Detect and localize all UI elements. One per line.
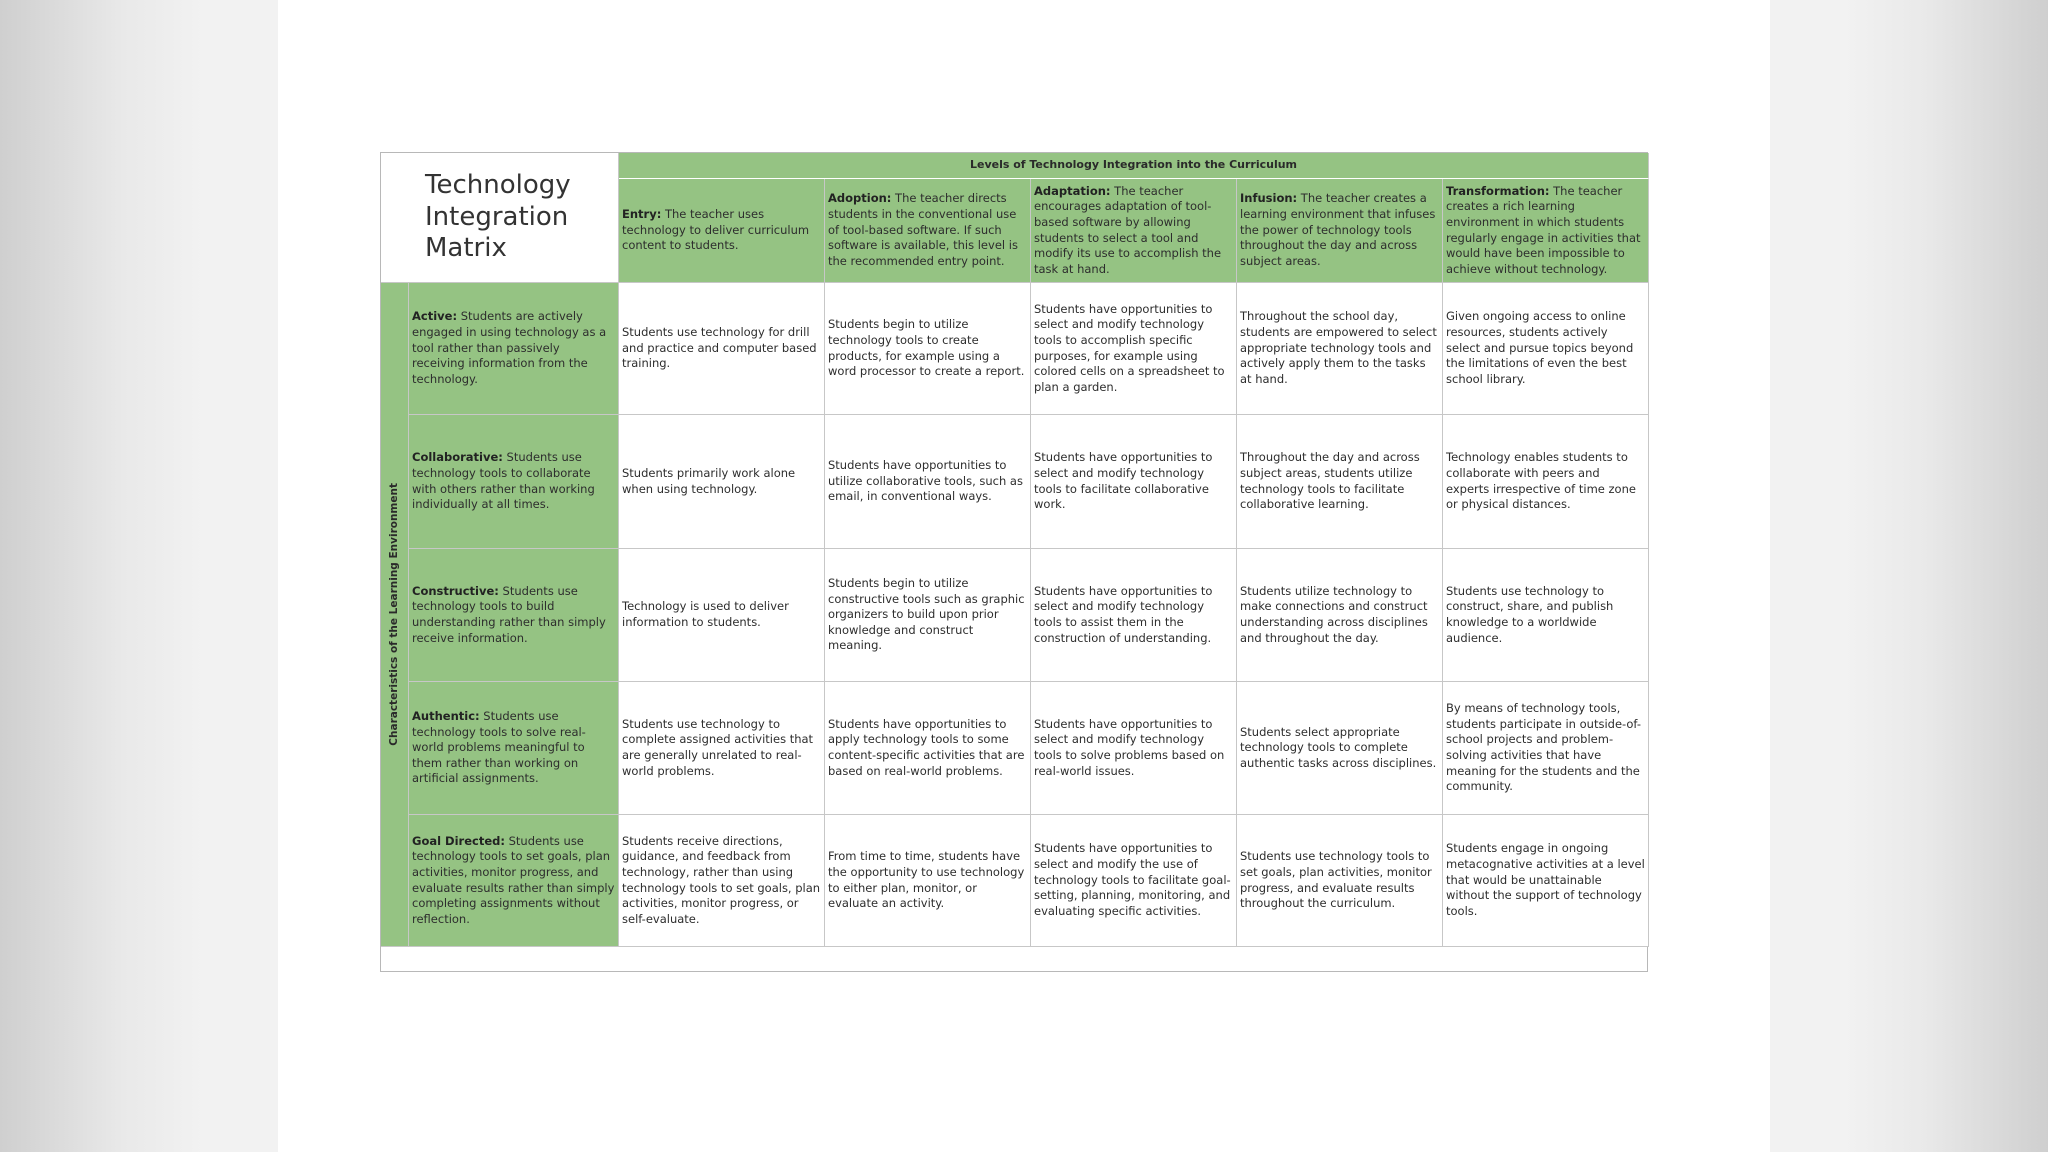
- matrix-cell: By means of technology tools, students participate in outside-of-school projects and problem-solving activities that have meaning for the students and the community.: [1443, 682, 1649, 815]
- matrix-cell: Students have opportunities to select and modify technology tools to assist them in the construction of understanding.: [1031, 549, 1237, 682]
- matrix-title-cell: [381, 153, 619, 283]
- level-name: Adaptation:: [1034, 183, 1111, 198]
- matrix-cell: Throughout the school day, students are empowered to select appropriate technology tools and actively apply them to the tasks at hand.: [1237, 283, 1443, 415]
- row-name: Collaborative:: [412, 450, 503, 465]
- characteristics-header: Characteristics of the Learning Environment: [388, 483, 401, 746]
- matrix-cell: Students primarily work alone when using technology.: [619, 415, 825, 549]
- row-header-authentic: [409, 682, 619, 815]
- level-description: The teacher creates a learning environment that infuses the power of technology tools throughout the day and across subject areas.: [1240, 191, 1436, 268]
- level-entry-header: [619, 179, 825, 283]
- row-header-constructive: [409, 549, 619, 682]
- matrix-cell: Students begin to utilize technology tools to create products, for example using a word processor to create a report.: [825, 283, 1031, 415]
- matrix-cell: Students have opportunities to select and modify technology tools to solve problems based on real-world issues.: [1031, 682, 1237, 815]
- characteristics-header-cell: [381, 283, 409, 947]
- level-name: Adoption:: [828, 191, 892, 206]
- row-name: Constructive:: [412, 583, 499, 598]
- level-name: Entry:: [622, 207, 662, 222]
- matrix-cell: Students have opportunities to select and modify the use of technology tools to facilitate goal-setting, planning, monitoring, and evaluating specific activities.: [1031, 815, 1237, 947]
- level-description: The teacher encourages adaptation of tool-based software by allowing students to select a tool and modify its use to accomplish the task at hand.: [1034, 183, 1222, 276]
- matrix-cell: Students engage in ongoing metacognative activities at a level that would be unattainable without the support of technology tools.: [1443, 815, 1649, 947]
- level-name: Transformation:: [1446, 183, 1550, 198]
- level-description: The teacher uses technology to deliver curriculum content to students.: [622, 207, 810, 253]
- technology-integration-matrix: [380, 152, 1648, 972]
- matrix-cell: Given ongoing access to online resources, students actively select and pursue topics beyond the limitations of even the best school library.: [1443, 283, 1649, 415]
- level-adaptation-header: [1031, 179, 1237, 283]
- row-description: Students are actively engaged in using technology as a tool rather than passively receiving information from the technology.: [412, 309, 607, 386]
- level-adoption-header: [825, 179, 1031, 283]
- matrix-cell: Students use technology tools to set goals, plan activities, monitor progress, and evaluate results throughout the curriculum.: [1237, 815, 1443, 947]
- matrix-cell: From time to time, students have the opportunity to use technology to either plan, monitor, or evaluate an activity.: [825, 815, 1031, 947]
- row-name: Active:: [412, 309, 458, 324]
- matrix-cell: Students use technology to complete assigned activities that are generally unrelated to real-world problems.: [619, 682, 825, 815]
- level-transformation-header: [1443, 179, 1649, 283]
- slide: [278, 0, 1770, 1152]
- row-description: Students use technology tools to set goals, plan activities, monitor progress, and evaluate results rather than simply completing assignments without reflection.: [412, 833, 615, 926]
- matrix-cell: Students utilize technology to make connections and construct understanding across disciplines and throughout the day.: [1237, 549, 1443, 682]
- matrix-cell: Students select appropriate technology tools to complete authentic tasks across disciplines.: [1237, 682, 1443, 815]
- matrix-cell: Technology is used to deliver information to students.: [619, 549, 825, 682]
- matrix-cell: Students have opportunities to select and modify technology tools to facilitate collaborative work.: [1031, 415, 1237, 549]
- matrix-cell: Students have opportunities to utilize collaborative tools, such as email, in conventional ways.: [825, 415, 1031, 549]
- row-description: Students use technology tools to solve real-world problems meaningful to them rather than working on artificial assignments.: [412, 708, 586, 786]
- row-name: Goal Directed:: [412, 833, 505, 848]
- matrix-cell: Students have opportunities to apply technology tools to some content-specific activities that are based on real-world problems.: [825, 682, 1031, 815]
- row-description: Students use technology tools to build understanding rather than simply receive information.: [412, 583, 606, 645]
- matrix-title: Technology Integration Matrix: [425, 169, 571, 264]
- matrix-cell: Students receive directions, guidance, and feedback from technology, rather than using technology tools to set goals, plan activities, monitor progress, or self-evaluate.: [619, 815, 825, 947]
- row-description: Students use technology tools to collaborate with others rather than working individually at all times.: [412, 450, 595, 512]
- row-header-active: [409, 283, 619, 415]
- levels-header: Levels of Technology Integration into the Curriculum: [619, 153, 1649, 179]
- matrix-cell: Technology enables students to collaborate with peers and experts irrespective of time zone or physical distances.: [1443, 415, 1649, 549]
- level-description: The teacher directs students in the conventional use of tool-based software. If such software is available, this level is the recommended entry point.: [828, 191, 1018, 268]
- matrix-cell: Students have opportunities to select and modify technology tools to accomplish specific purposes, for example using colored cells on a spreadsheet to plan a garden.: [1031, 283, 1237, 415]
- level-description: The teacher creates a rich learning environment in which students regularly engage in activities that would have been impossible to achieve without technology.: [1446, 183, 1641, 276]
- row-header-collaborative: [409, 415, 619, 549]
- row-name: Authentic:: [412, 708, 480, 723]
- matrix-cell: Students use technology to construct, share, and publish knowledge to a worldwide audience.: [1443, 549, 1649, 682]
- level-name: Infusion:: [1240, 191, 1298, 206]
- matrix-cell: Students use technology for drill and practice and computer based training.: [619, 283, 825, 415]
- matrix-cell: Students begin to utilize constructive tools such as graphic organizers to build upon prior knowledge and construct meaning.: [825, 549, 1031, 682]
- row-header-goal-directed: [409, 815, 619, 947]
- matrix-cell: Throughout the day and across subject areas, students utilize technology tools to facilitate collaborative learning.: [1237, 415, 1443, 549]
- level-infusion-header: [1237, 179, 1443, 283]
